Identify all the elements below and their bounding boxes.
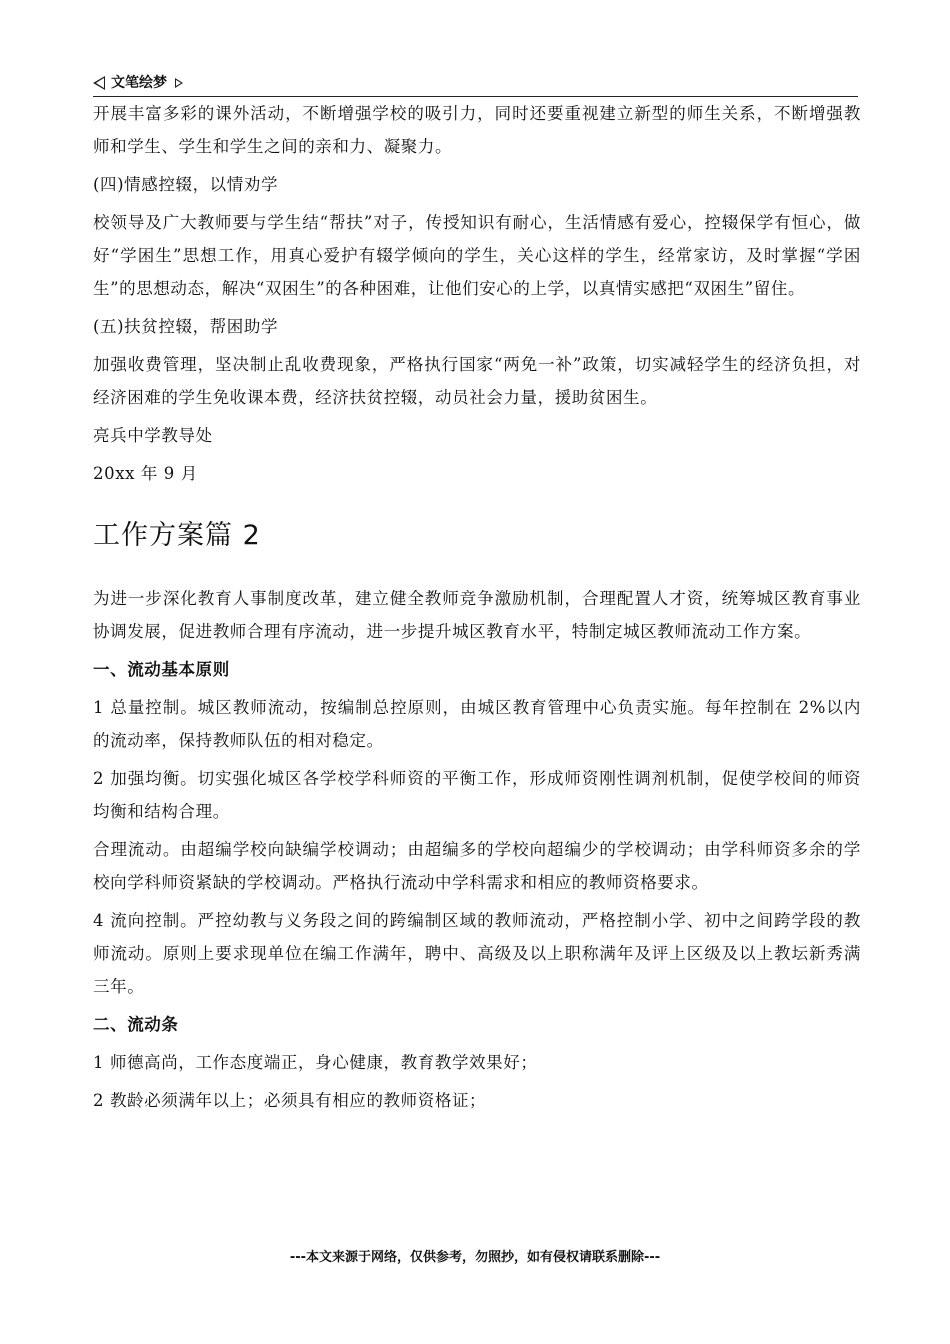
paragraph: 2 教龄必须满年以上；必须具有相应的教师资格证； (93, 1091, 487, 1110)
paragraph: 加强收费管理，坚决制止乱收费现象，严格执行国家“两免一补”政策，切实减轻学生的经济负担，对经济困难的学生免收课本费，经济扶贫控辍，动员社会力量，援助贫困生。 (93, 355, 861, 407)
paragraph: 为进一步深化教育人事制度改革，建立健全教师竞争激励机制，合理配置人才资，统筹城区教育事业协调发展，促进教师合理有序流动，进一步提升城区教育水平，特制定城区教师流动工作方案。 (93, 589, 861, 641)
header-logo-text: 文笔绘梦 (111, 75, 167, 91)
header-logo (93, 72, 183, 94)
page-header (93, 72, 858, 97)
paragraph: 4 流向控制。严控幼教与义务段之间的跨编制区域的教师流动，严格控制小学、初中之间跨学段的教师流动。原则上要求现单位在编工作满年，聘中、高级及以上职称满年及评上区级及以上教坛新秀满三年。 (93, 911, 861, 996)
section-heading: 一、流动基本原则 (93, 660, 230, 679)
left-triangle-icon (93, 76, 105, 90)
paragraph: 亮兵中学教导处 (93, 426, 213, 445)
paragraph: 20xx 年 9 月 (93, 464, 198, 483)
right-triangle-icon (175, 78, 183, 88)
paragraph: 1 师德高尚，工作态度端正，身心健康，教育教学效果好； (93, 1053, 538, 1072)
paragraph: 校领导及广大教师要与学生结“帮扶”对子，传授知识有耐心，生活情感有爱心，控辍保学有恒心，做好“学困生”思想工作，用真心爱护有辍学倾向的学生，关心这样的学生，经常家访，及时掌握“学困生”的思想动态，解决“双困生”的各种困难，让他们安心的上学，以真情实感把“双困生”留住。 (93, 213, 861, 298)
paragraph: (四)情感控辍，以情劝学 (93, 175, 279, 194)
paragraph: 开展丰富多彩的课外活动，不断增强学校的吸引力，同时还要重视建立新型的师生关系，不断增强教师和学生、学生和学生之间的亲和力、凝聚力。 (93, 104, 861, 156)
page-footer: ---本文来源于网络，仅供参考，勿照抄，如有侵权请联系删除--- (289, 1250, 661, 1265)
document-body (93, 97, 861, 1122)
paragraph: 2 加强均衡。切实强化城区各学校学科师资的平衡工作，形成师资刚性调剂机制，促使学校间的师资均衡和结构合理。 (93, 769, 861, 821)
paragraph: (五)扶贫控辍，帮困助学 (93, 317, 279, 336)
paragraph: 1 总量控制。城区教师流动，按编制总控原则，由城区教育管理中心负责实施。每年控制在 2%以内的流动率，保持教师队伍的相对稳定。 (93, 698, 861, 750)
paragraph: 合理流动。由超编学校向缺编学校调动；由超编多的学校向超编少的学校调动；由学科师资多余的学校向学科师资紧缺的学校调动。严格执行流动中学科需求和相应的教师资格要求。 (93, 840, 861, 892)
section-heading: 二、流动条 (93, 1015, 179, 1034)
section-title: 工作方案篇 2 (93, 520, 261, 551)
